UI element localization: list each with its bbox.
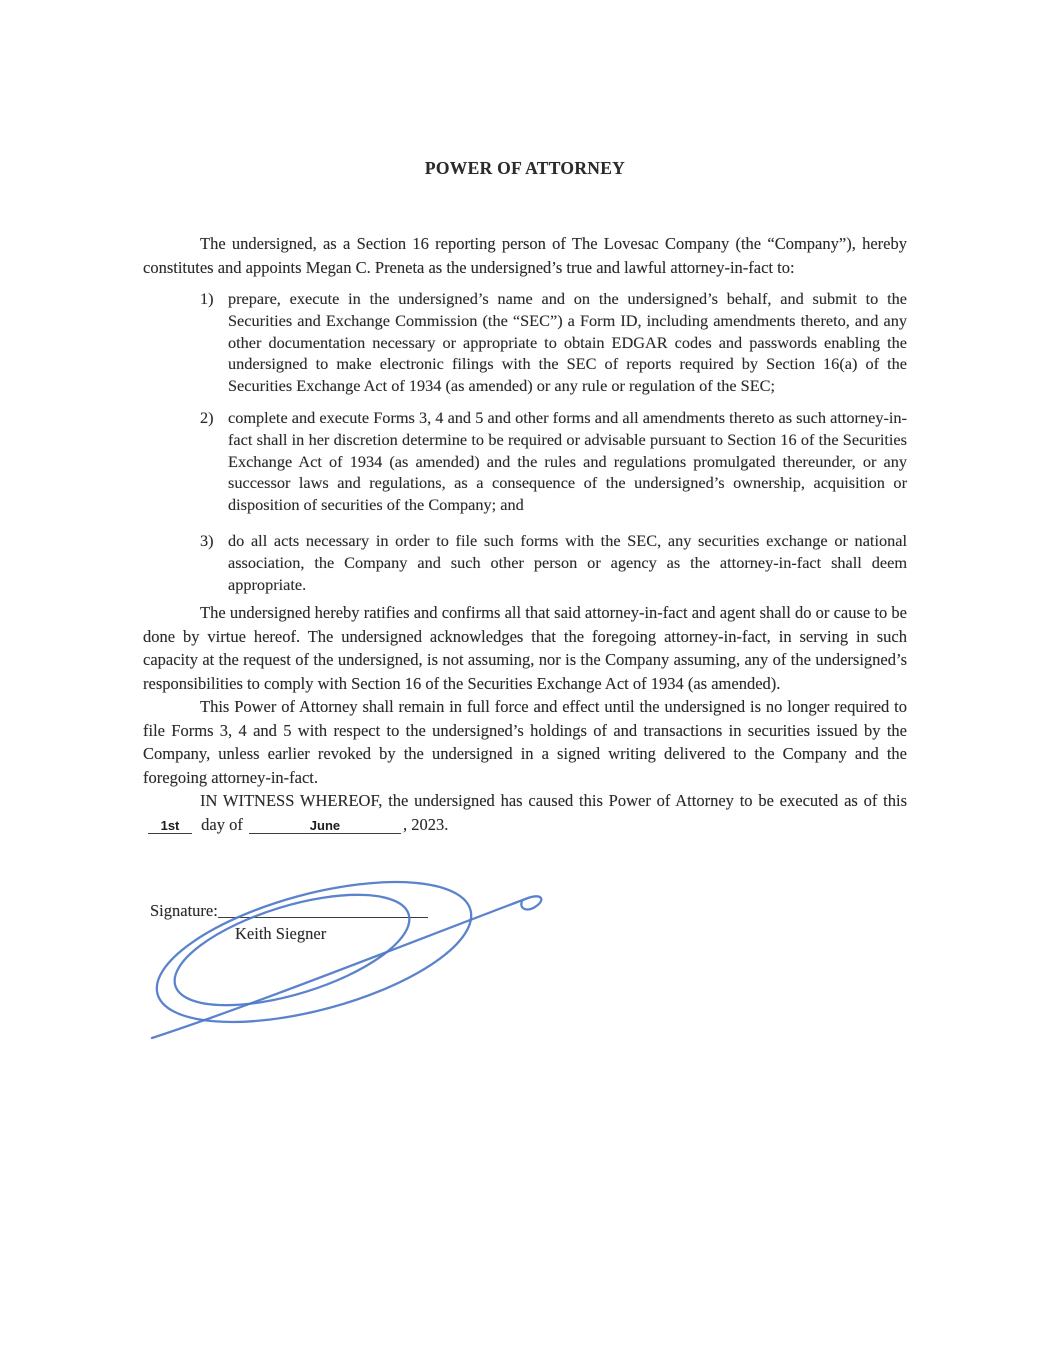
document-title: POWER OF ATTORNEY [424,158,626,178]
duration-paragraph: This Power of Attorney shall remain in full force and effect until the undersigned is no longer required to file Forms 3, 4 and 5 with respect to the undersigned’s holdings of and transactions in securities issued by the Company, unless earlier revoked by the undersigned in a signed writing delivered to the Company and the foregoing attorney-in-fact. [143,697,907,787]
list-item-number: 3) [200,530,214,550]
month-field [249,818,401,834]
list-item-1 [143,288,907,397]
list-item-number: 2) [200,407,214,427]
list-item-text: prepare, execute in the undersigned’s name and on the undersigned’s behalf, and submit to the Securities and Exchange Commission (the “SEC”) a Form ID, including amendments thereto, and any other documentation necessary or appropriate to obtain EDGAR codes and passwords enabling the undersigned to make electronic filings with the SEC of reports required by Section 16(a) of the Securities Exchange Act of 1934 (as amended) or any rule or regulation of the SEC; [228,289,907,396]
signature-line [218,915,428,918]
month-value: June [309,817,341,833]
list-item-2 [143,407,907,516]
signature-row [150,900,907,922]
signature-block [150,900,907,945]
list-item-3 [143,530,907,595]
numbered-list [143,288,907,595]
witness-text-middle: day of [201,814,243,834]
witness-paragraph [143,789,907,836]
day-value: 1st [160,817,180,833]
signature-printed-name: Keith Siegner [235,924,327,944]
list-item-text: complete and execute Forms 3, 4 and 5 and other forms and all amendments thereto as such attorney-in-fact shall in her discretion determine to be required or advisable pursuant to Section 16 of the Securities Exchange Act of 1934 (as amended) and the rules and regulations promulgated thereunder, or any successor laws and regulations, as a consequence of the undersigned’s ownership, acquisition or disposition of securities of the Company; and [228,407,907,515]
list-item-number: 1) [200,289,214,308]
list-item-text: do all acts necessary in order to file such forms with the SEC, any securities exchange or national association, the Company and such other person or agency as the attorney-in-fact shall deem appropriate. [228,530,907,594]
intro-paragraph: The undersigned, as a Section 16 reporting person of The Lovesac Company (the “Company”), hereby constitutes and appoints Megan C. Preneta as the undersigned’s true and lawful attorney-in-fact to: [143,234,907,277]
signature-label: Signature: [150,901,218,921]
witness-text-prefix: IN WITNESS WHEREOF, the undersigned has caused this Power of Attorney to be executed as of this [200,791,907,811]
day-field [148,818,192,834]
witness-text-suffix: , 2023. [402,814,449,834]
ratification-paragraph: The undersigned hereby ratifies and confirms all that said attorney-in-fact and agent shall do or cause to be done by virtue hereof. The undersigned acknowledges that the foregoing attorney-in-fact, in serving in such capacity at the request of the undersigned, is not assuming, nor is the Company assuming, any of the undersigned’s responsibilities to comply with Section 16 of the Securities Exchange Act of 1934 (as amended). [143,603,907,693]
